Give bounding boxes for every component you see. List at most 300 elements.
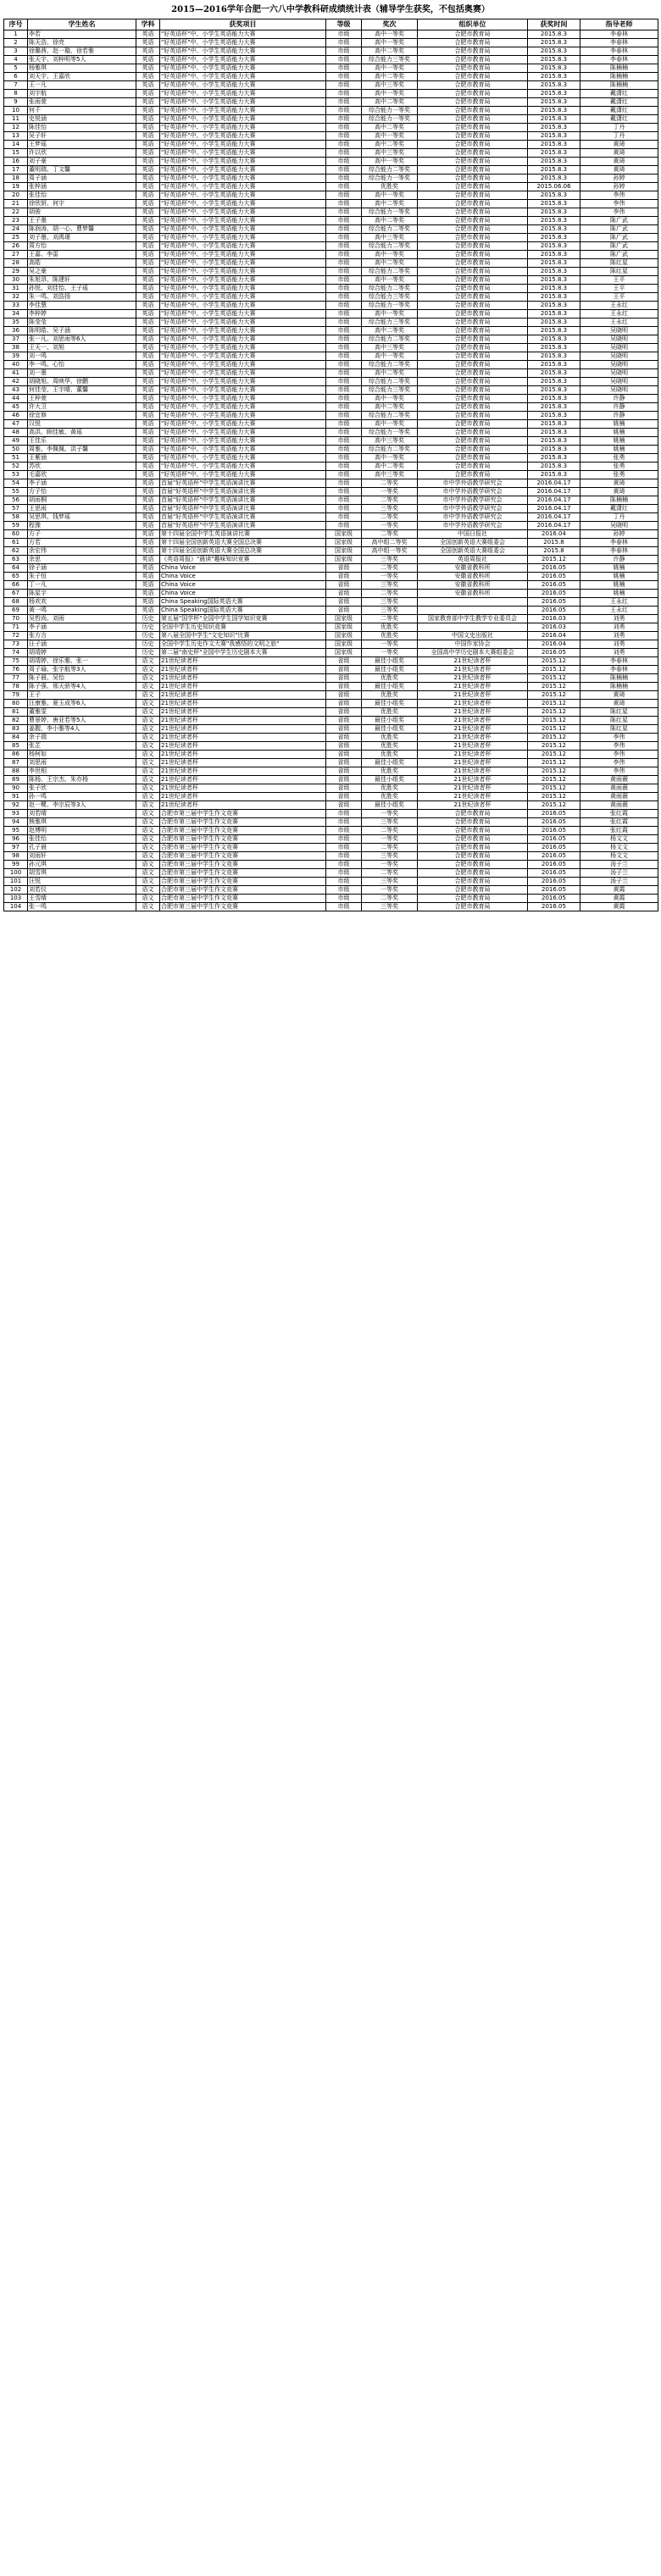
- student-names-cell: 王梦瑶: [28, 141, 136, 149]
- organizer-cell: 合肥市教育局: [418, 878, 528, 886]
- award-date-cell: 2016.04.17: [528, 488, 580, 496]
- subject-cell: 英语: [136, 259, 160, 268]
- subject-cell: 英语: [136, 276, 160, 285]
- teacher-cell: 姚楠: [580, 429, 658, 437]
- award-item-cell: "好英语杯"中、小学生英语能力大赛: [160, 268, 326, 276]
- table-row: [4, 810, 658, 818]
- award-date-cell: 2015.8.3: [528, 90, 580, 98]
- award-level-cell: 国家级: [326, 632, 362, 640]
- award-date-cell: 2015.8.3: [528, 361, 580, 369]
- award-date-cell: 2015.12: [528, 674, 580, 683]
- award-item-cell: 第二届"南史杯"全国中学生历史剧本大赛: [160, 649, 326, 657]
- organizer-cell: 合肥市教育局: [418, 98, 528, 107]
- subject-cell: 英语: [136, 327, 160, 335]
- student-names-cell: 高洪、顾佳敏、黄瑶: [28, 429, 136, 437]
- table-row: [4, 107, 658, 115]
- teacher-cell: 汤子兰: [580, 861, 658, 869]
- teacher-cell: 吴晓明: [580, 335, 658, 344]
- award-date-cell: 2016.05: [528, 573, 580, 581]
- award-item-cell: "好英语杯"中、小学生英语能力大赛: [160, 310, 326, 319]
- award-date-cell: 2015.12: [528, 784, 580, 793]
- table-row: [4, 649, 658, 657]
- table-row: [4, 717, 658, 725]
- table-row: [4, 335, 658, 344]
- subject-cell: 英语: [136, 268, 160, 276]
- student-names-cell: 李若: [28, 30, 136, 39]
- student-names-cell: 史悦涵: [28, 115, 136, 124]
- organizer-cell: 合肥市教育局: [418, 302, 528, 310]
- prize-cell: 高中一等奖: [362, 454, 418, 463]
- table-row: [4, 395, 658, 403]
- row-index-cell: 55: [4, 488, 28, 496]
- award-level-cell: 市级: [326, 319, 362, 327]
- prize-cell: 优胜奖: [362, 793, 418, 801]
- organizer-cell: 合肥市教育局: [418, 395, 528, 403]
- table-row: [4, 166, 658, 175]
- student-names-cell: 汉悦: [28, 420, 136, 429]
- subject-cell: 语文: [136, 767, 160, 776]
- award-date-cell: 2015.8.3: [528, 251, 580, 259]
- teacher-cell: 李春林: [580, 539, 658, 547]
- prize-cell: 综合能力二等奖: [362, 446, 418, 454]
- table-row: [4, 217, 658, 225]
- row-index-cell: 16: [4, 158, 28, 166]
- student-names-cell: 方子: [28, 530, 136, 539]
- header-index: 序号: [4, 19, 28, 30]
- row-index-cell: 40: [4, 361, 28, 369]
- table-row: [4, 513, 658, 522]
- row-index-cell: 96: [4, 835, 28, 844]
- teacher-cell: 黄雨薇: [580, 784, 658, 793]
- teacher-cell: 孙婷: [580, 183, 658, 191]
- table-row: [4, 378, 658, 386]
- teacher-cell: 黄琦: [580, 691, 658, 700]
- organizer-cell: 市中学外语教学研究会: [418, 505, 528, 513]
- award-item-cell: 首届"好英语杯"中学生英语演讲比赛: [160, 522, 326, 530]
- student-names-cell: 何佳莹、王宇晴、董馨: [28, 386, 136, 395]
- table-row: [4, 319, 658, 327]
- award-level-cell: 市级: [326, 403, 362, 412]
- subject-cell: 英语: [136, 590, 160, 598]
- prize-cell: 最佳小组奖: [362, 683, 418, 691]
- prize-cell: 高中一等奖: [362, 90, 418, 98]
- award-level-cell: 省级: [326, 590, 362, 598]
- row-index-cell: 76: [4, 666, 28, 674]
- teacher-cell: 许静: [580, 403, 658, 412]
- organizer-cell: 合肥市教育局: [418, 56, 528, 64]
- table-row: [4, 869, 658, 878]
- prize-cell: 高中组二等奖: [362, 539, 418, 547]
- row-index-cell: 4: [4, 56, 28, 64]
- award-level-cell: 市级: [326, 844, 362, 852]
- award-item-cell: "好英语杯"中、小学生英语能力大赛: [160, 98, 326, 107]
- organizer-cell: 中国文史出版社: [418, 632, 528, 640]
- subject-cell: 英语: [136, 107, 160, 115]
- award-item-cell: 21世纪读者杯: [160, 742, 326, 751]
- award-level-cell: 市级: [326, 522, 362, 530]
- student-names-cell: 刘一墨: [28, 369, 136, 378]
- organizer-cell: 合肥市教育局: [418, 454, 528, 463]
- award-date-cell: 2015.8.3: [528, 200, 580, 208]
- table-row: [4, 759, 658, 767]
- organizer-cell: 21世纪读者杯: [418, 793, 528, 801]
- award-item-cell: 首届"好英语杯"中学生英语演讲比赛: [160, 496, 326, 505]
- table-row: [4, 132, 658, 141]
- prize-cell: 高中二等奖: [362, 403, 418, 412]
- student-names-cell: 陈星宇: [28, 590, 136, 598]
- row-index-cell: 27: [4, 251, 28, 259]
- subject-cell: 英语: [136, 344, 160, 352]
- organizer-cell: 市中学外语教学研究会: [418, 479, 528, 488]
- teacher-cell: 王平: [580, 276, 658, 285]
- subject-cell: 英语: [136, 47, 160, 56]
- student-names-cell: 熊雅琪: [28, 818, 136, 827]
- row-index-cell: 20: [4, 191, 28, 200]
- table-row: [4, 293, 658, 302]
- award-date-cell: 2016.05: [528, 581, 580, 590]
- prize-cell: 二等奖: [362, 530, 418, 539]
- subject-cell: 英语: [136, 166, 160, 175]
- award-level-cell: 省级: [326, 691, 362, 700]
- award-date-cell: 2016.04.17: [528, 505, 580, 513]
- award-date-cell: 2016.04: [528, 530, 580, 539]
- teacher-cell: 黄琦: [580, 166, 658, 175]
- award-item-cell: "好英语杯"中、小学生英语能力大赛: [160, 39, 326, 47]
- student-names-cell: 杨欢欢: [28, 598, 136, 607]
- student-names-cell: 方子怡: [28, 488, 136, 496]
- prize-cell: 优胜奖: [362, 751, 418, 759]
- table-row: [4, 598, 658, 607]
- teacher-cell: 刘勇: [580, 632, 658, 640]
- subject-cell: 英语: [136, 496, 160, 505]
- award-date-cell: 2015.12: [528, 742, 580, 751]
- award-date-cell: 2015.12: [528, 751, 580, 759]
- subject-cell: 语文: [136, 717, 160, 725]
- award-item-cell: "好英语杯"中、小学生英语能力大赛: [160, 386, 326, 395]
- student-names-cell: 张一鸣: [28, 903, 136, 911]
- award-level-cell: 市级: [326, 869, 362, 878]
- subject-cell: 英语: [136, 141, 160, 149]
- award-level-cell: 市级: [326, 81, 362, 90]
- teacher-cell: 姚楠: [580, 590, 658, 598]
- award-level-cell: 市级: [326, 895, 362, 903]
- award-level-cell: 省级: [326, 776, 362, 784]
- award-level-cell: 市级: [326, 886, 362, 895]
- award-level-cell: 国家级: [326, 623, 362, 632]
- row-index-cell: 68: [4, 598, 28, 607]
- award-level-cell: 市级: [326, 39, 362, 47]
- teacher-cell: 张勇: [580, 463, 658, 471]
- table-row: [4, 852, 658, 861]
- award-item-cell: 合肥市第三届中学生作文竞赛: [160, 810, 326, 818]
- table-row: [4, 581, 658, 590]
- row-index-cell: 35: [4, 319, 28, 327]
- student-names-cell: 陈子晨、吴怡: [28, 674, 136, 683]
- award-item-cell: "好英语杯"中、小学生英语能力大赛: [160, 251, 326, 259]
- award-item-cell: "好英语杯"中、小学生英语能力大赛: [160, 429, 326, 437]
- student-names-cell: 张佳怡: [28, 835, 136, 844]
- award-date-cell: 2015.8.3: [528, 429, 580, 437]
- student-names-cell: 苏欣: [28, 463, 136, 471]
- award-item-cell: 合肥市第三届中学生作文竞赛: [160, 852, 326, 861]
- teacher-cell: 许静: [580, 412, 658, 420]
- prize-cell: 二等奖: [362, 513, 418, 522]
- award-date-cell: 2015.8.3: [528, 242, 580, 251]
- subject-cell: 英语: [136, 251, 160, 259]
- organizer-cell: 合肥市教育局: [418, 259, 528, 268]
- award-date-cell: 2015.8.3: [528, 344, 580, 352]
- award-level-cell: 市级: [326, 818, 362, 827]
- row-index-cell: 6: [4, 73, 28, 81]
- row-index-cell: 48: [4, 429, 28, 437]
- teacher-cell: 王永红: [580, 310, 658, 319]
- prize-cell: 综合能力一等奖: [362, 115, 418, 124]
- prize-cell: 综合能力三等奖: [362, 386, 418, 395]
- student-names-cell: 汪子涵: [28, 640, 136, 649]
- awards-table: [3, 19, 658, 911]
- row-index-cell: 44: [4, 395, 28, 403]
- prize-cell: 高中二等奖: [362, 259, 418, 268]
- subject-cell: 英语: [136, 471, 160, 479]
- organizer-cell: 合肥市教育局: [418, 378, 528, 386]
- prize-cell: 高中二等奖: [362, 200, 418, 208]
- student-names-cell: 姜靓、李小雅等4人: [28, 725, 136, 734]
- award-level-cell: 市级: [326, 378, 362, 386]
- prize-cell: 高中一等奖: [362, 276, 418, 285]
- award-level-cell: 市级: [326, 208, 362, 217]
- teacher-cell: 王平: [580, 285, 658, 293]
- row-index-cell: 53: [4, 471, 28, 479]
- table-row: [4, 183, 658, 191]
- award-date-cell: 2015.8: [528, 539, 580, 547]
- student-names-cell: 赵博明: [28, 827, 136, 835]
- award-item-cell: 合肥市第三届中学生作文竞赛: [160, 844, 326, 852]
- row-index-cell: 12: [4, 124, 28, 132]
- table-row: [4, 573, 658, 581]
- teacher-cell: 王永红: [580, 598, 658, 607]
- teacher-cell: 李伟: [580, 742, 658, 751]
- teacher-cell: 陈红星: [580, 717, 658, 725]
- row-index-cell: 92: [4, 801, 28, 810]
- subject-cell: 语文: [136, 895, 160, 903]
- award-date-cell: 2015.8.3: [528, 285, 580, 293]
- teacher-cell: 张红霞: [580, 818, 658, 827]
- organizer-cell: 合肥市教育局: [418, 149, 528, 158]
- student-names-cell: 王天一、刘旭: [28, 344, 136, 352]
- prize-cell: 二等奖: [362, 869, 418, 878]
- student-names-cell: 王雪晴: [28, 895, 136, 903]
- award-item-cell: 21世纪读者杯: [160, 674, 326, 683]
- organizer-cell: 市中学外语教学研究会: [418, 522, 528, 530]
- table-row: [4, 149, 658, 158]
- row-index-cell: 79: [4, 691, 28, 700]
- award-item-cell: 第八届全国中学生"文史知识"比赛: [160, 632, 326, 640]
- row-index-cell: 13: [4, 132, 28, 141]
- award-item-cell: 21世纪读者杯: [160, 759, 326, 767]
- award-level-cell: 市级: [326, 234, 362, 242]
- subject-cell: 英语: [136, 437, 160, 446]
- organizer-cell: 合肥市教育局: [418, 835, 528, 844]
- row-index-cell: 58: [4, 513, 28, 522]
- award-date-cell: 2016.05: [528, 607, 580, 615]
- award-item-cell: 首届"好英语杯"中学生英语演讲比赛: [160, 479, 326, 488]
- table-row: [4, 251, 658, 259]
- subject-cell: 英语: [136, 412, 160, 420]
- subject-cell: 英语: [136, 30, 160, 39]
- award-item-cell: 合肥市第三届中学生作文竞赛: [160, 861, 326, 869]
- subject-cell: 语文: [136, 878, 160, 886]
- row-index-cell: 66: [4, 581, 28, 590]
- organizer-cell: 合肥市教育局: [418, 225, 528, 234]
- award-item-cell: "好英语杯"中、小学生英语能力大赛: [160, 285, 326, 293]
- award-date-cell: 2015.8.3: [528, 225, 580, 234]
- subject-cell: 语文: [136, 751, 160, 759]
- award-item-cell: 全国中学生历史作文大赛"我感悟的文明之旅": [160, 640, 326, 649]
- award-date-cell: 2015.8.3: [528, 319, 580, 327]
- teacher-cell: 黄霞: [580, 895, 658, 903]
- organizer-cell: 合肥市教育局: [418, 869, 528, 878]
- teacher-cell: 姚楠: [580, 446, 658, 454]
- prize-cell: 一等奖: [362, 488, 418, 496]
- teacher-cell: 张勇: [580, 471, 658, 479]
- award-item-cell: China Voice: [160, 573, 326, 581]
- prize-cell: 二等奖: [362, 615, 418, 623]
- award-level-cell: 市级: [326, 335, 362, 344]
- award-level-cell: 市级: [326, 861, 362, 869]
- prize-cell: 最佳小组奖: [362, 657, 418, 666]
- row-index-cell: 100: [4, 869, 28, 878]
- award-level-cell: 市级: [326, 420, 362, 429]
- award-date-cell: 2015.8.3: [528, 30, 580, 39]
- organizer-cell: 合肥市教育局: [418, 310, 528, 319]
- student-names-cell: 李子涵: [28, 623, 136, 632]
- subject-cell: 英语: [136, 175, 160, 183]
- student-names-cell: 李子涵: [28, 479, 136, 488]
- organizer-cell: 合肥市教育局: [418, 844, 528, 852]
- table-row: [4, 208, 658, 217]
- student-names-cell: 刘雨轩: [28, 852, 136, 861]
- organizer-cell: 合肥市教育局: [418, 175, 528, 183]
- subject-cell: 语文: [136, 683, 160, 691]
- award-item-cell: 21世纪读者杯: [160, 657, 326, 666]
- award-date-cell: 2015.8.3: [528, 141, 580, 149]
- award-item-cell: "好英语杯"中、小学生英语能力大赛: [160, 319, 326, 327]
- organizer-cell: 安徽省教科所: [418, 581, 528, 590]
- award-item-cell: 合肥市第三届中学生作文竞赛: [160, 835, 326, 844]
- student-names-cell: 吴子轩: [28, 132, 136, 141]
- award-item-cell: "好英语杯"中、小学生英语能力大赛: [160, 344, 326, 352]
- award-date-cell: 2016.05: [528, 564, 580, 573]
- award-level-cell: 市级: [326, 454, 362, 463]
- subject-cell: 语文: [136, 810, 160, 818]
- award-item-cell: 首届"好英语杯"中学生英语演讲比赛: [160, 505, 326, 513]
- student-names-cell: 王梓萱: [28, 395, 136, 403]
- award-level-cell: 市级: [326, 132, 362, 141]
- award-level-cell: 市级: [326, 251, 362, 259]
- award-date-cell: 2015.8.3: [528, 217, 580, 225]
- prize-cell: 高中二等奖: [362, 124, 418, 132]
- subject-cell: 语文: [136, 657, 160, 666]
- award-item-cell: 21世纪读者杯: [160, 666, 326, 674]
- student-names-cell: 胡靖婷、徐乐雅、张一: [28, 657, 136, 666]
- page-title: 2015—2016学年合肥一六八中学教科研成绩统计表（辅导学生获奖，不包括奥赛）: [171, 5, 490, 14]
- award-item-cell: "好英语杯"中、小学生英语能力大赛: [160, 81, 326, 90]
- subject-cell: 英语: [136, 513, 160, 522]
- prize-cell: 二等奖: [362, 496, 418, 505]
- subject-cell: 英语: [136, 124, 160, 132]
- subject-cell: 英语: [136, 598, 160, 607]
- award-date-cell: 2015.12: [528, 717, 580, 725]
- header-organizer: 组织单位: [418, 19, 528, 30]
- subject-cell: 英语: [136, 378, 160, 386]
- prize-cell: 综合能力二等奖: [362, 412, 418, 420]
- prize-cell: 三等奖: [362, 607, 418, 615]
- award-item-cell: 21世纪读者杯: [160, 700, 326, 708]
- award-date-cell: 2015.8.3: [528, 335, 580, 344]
- table-row: [4, 310, 658, 319]
- student-names-cell: 陈明皓、吴子涵: [28, 327, 136, 335]
- prize-cell: 三等奖: [362, 878, 418, 886]
- organizer-cell: 安徽省教科所: [418, 573, 528, 581]
- award-level-cell: 市级: [326, 471, 362, 479]
- header-subject: 学科: [136, 19, 160, 30]
- prize-cell: 三等奖: [362, 581, 418, 590]
- award-level-cell: 市级: [326, 835, 362, 844]
- table-row: [4, 175, 658, 183]
- student-names-cell: 徐子涵: [28, 564, 136, 573]
- row-index-cell: 71: [4, 623, 28, 632]
- award-level-cell: 省级: [326, 725, 362, 734]
- award-level-cell: 市级: [326, 217, 362, 225]
- organizer-cell: 21世纪读者杯: [418, 666, 528, 674]
- teacher-cell: 陈楠楠: [580, 496, 658, 505]
- award-item-cell: "好英语杯"中、小学生英语能力大赛: [160, 208, 326, 217]
- teacher-cell: 吴晓明: [580, 369, 658, 378]
- row-index-cell: 61: [4, 539, 28, 547]
- row-index-cell: 93: [4, 810, 28, 818]
- table-row: [4, 903, 658, 911]
- award-level-cell: 省级: [326, 767, 362, 776]
- prize-cell: 优胜奖: [362, 691, 418, 700]
- award-item-cell: 21世纪读者杯: [160, 801, 326, 810]
- student-names-cell: 朱旭昂、陈建轩: [28, 276, 136, 285]
- prize-cell: 二等奖: [362, 844, 418, 852]
- award-item-cell: "好英语杯"中、小学生英语能力大赛: [160, 225, 326, 234]
- table-row: [4, 234, 658, 242]
- student-names-cell: 张天宇、刘梓明等5人: [28, 56, 136, 64]
- award-item-cell: "好英语杯"中、小学生英语能力大赛: [160, 64, 326, 73]
- organizer-cell: 合肥市教育局: [418, 115, 528, 124]
- organizer-cell: 合肥市教育局: [418, 276, 528, 285]
- award-level-cell: 市级: [326, 225, 362, 234]
- award-item-cell: 《英语周报》"晨读"趣味知识竞赛: [160, 556, 326, 564]
- subject-cell: 英语: [136, 200, 160, 208]
- organizer-cell: 合肥市教育局: [418, 47, 528, 56]
- subject-cell: 语文: [136, 734, 160, 742]
- organizer-cell: 合肥市教育局: [418, 158, 528, 166]
- award-date-cell: 2015.8.3: [528, 446, 580, 454]
- student-names-cell: 陈润涛、胡一心、曹梦馨: [28, 225, 136, 234]
- award-level-cell: 省级: [326, 708, 362, 717]
- award-level-cell: 省级: [326, 657, 362, 666]
- header-date: 获奖时间: [528, 19, 580, 30]
- subject-cell: 语文: [136, 903, 160, 911]
- student-names-cell: 徐璐茜、赵一璇、徐若雅: [28, 47, 136, 56]
- award-item-cell: 首届"好英语杯"中学生英语演讲比赛: [160, 513, 326, 522]
- organizer-cell: 合肥市教育局: [418, 285, 528, 293]
- organizer-cell: 21世纪读者杯: [418, 700, 528, 708]
- teacher-cell: 许静: [580, 556, 658, 564]
